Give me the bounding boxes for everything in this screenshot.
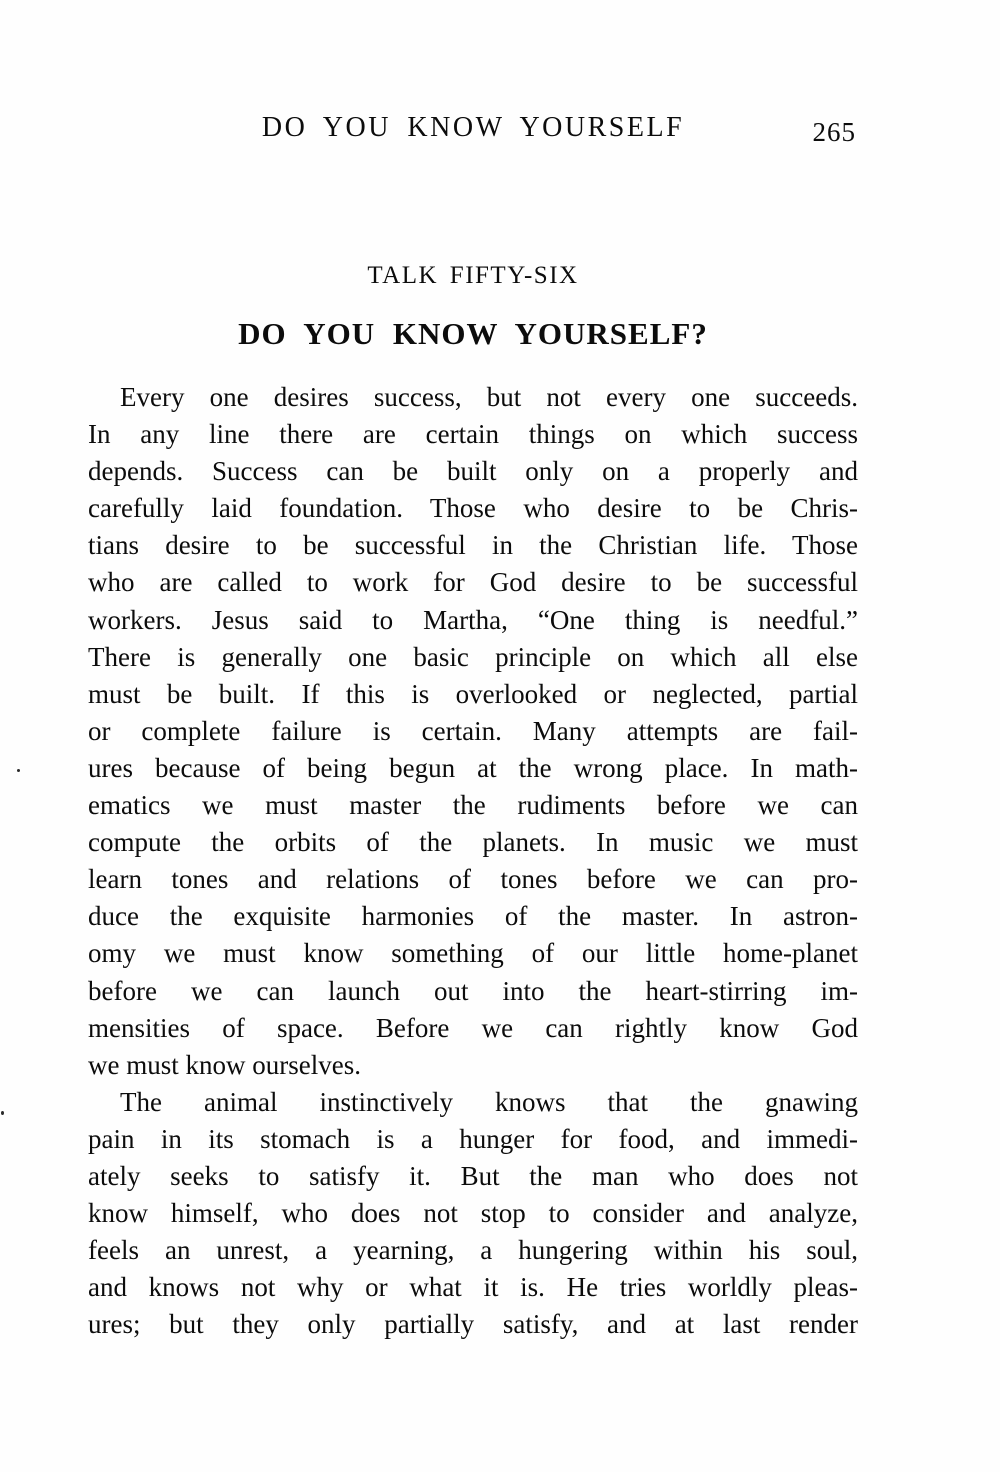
text-line: and knows not why or what it is. He tries worldly pleas-: [88, 1272, 858, 1303]
text-line: or complete failure is certain. Many attempts are fail-: [88, 715, 858, 746]
text-line: compute the orbits of the planets. In music we must: [88, 827, 858, 858]
text-line: we must know ourselves.: [88, 1049, 361, 1080]
text-line: pain in its stomach is a hunger for food, and immedi-: [88, 1123, 858, 1154]
scan-speck: [1, 1111, 4, 1115]
page-header: [88, 112, 858, 148]
text-line: depends. Success can be built only on a properly and: [88, 456, 858, 487]
text-line: ures because of being begun at the wrong place. In math-: [88, 752, 858, 783]
text-line: duce the exquisite harmonies of the master. In astron-: [88, 901, 858, 932]
chapter-title: DO YOU KNOW YOURSELF?: [238, 316, 708, 351]
text-line: know himself, who does not stop to consider and analyze,: [88, 1198, 858, 1229]
text-line: who are called to work for God desire to be successful: [88, 567, 858, 598]
text-line: omy we must know something of our little home-planet: [88, 938, 858, 969]
body-text: [88, 379, 858, 1343]
text-line: Every one desires success, but not every one succeeds.: [120, 382, 858, 412]
text-line: mensities of space. Before we can rightly know God: [88, 1012, 858, 1043]
text-line: ures; but they only partially satisfy, and at last render: [88, 1309, 858, 1340]
text-line: The animal instinctively knows that the gnawing: [120, 1086, 858, 1117]
text-line: feels an unrest, a yearning, a hungering within his soul,: [88, 1235, 858, 1266]
text-line: ematics we must master the rudiments before we can: [88, 790, 858, 821]
text-line: must be built. If this is overlooked or neglected, partial: [88, 678, 858, 709]
text-line: carefully laid foundation. Those who desire to be Chris-: [88, 493, 858, 524]
talk-number-heading: TALK FIFTY-SIX: [367, 262, 579, 289]
paragraph-2: [88, 1084, 858, 1344]
running-head: DO YOU KNOW YOURSELF: [261, 112, 685, 143]
text-line: workers. Jesus said to Martha, “One thing is needful.”: [88, 604, 858, 635]
scan-speck: [17, 769, 20, 772]
text-line: There is generally one basic principle on which all else: [88, 641, 858, 672]
text-line: before we can launch out into the heart-stirring im-: [88, 975, 858, 1006]
text-line: learn tones and relations of tones before we can pro-: [88, 864, 858, 895]
text-line: ately seeks to satisfy it. But the man who does not: [88, 1160, 858, 1191]
text-line: In any line there are certain things on which success: [88, 419, 858, 450]
page-number: 265: [812, 117, 856, 147]
paragraph-1: [88, 379, 858, 1084]
text-line: tians desire to be successful in the Christian life. Those: [88, 530, 858, 561]
